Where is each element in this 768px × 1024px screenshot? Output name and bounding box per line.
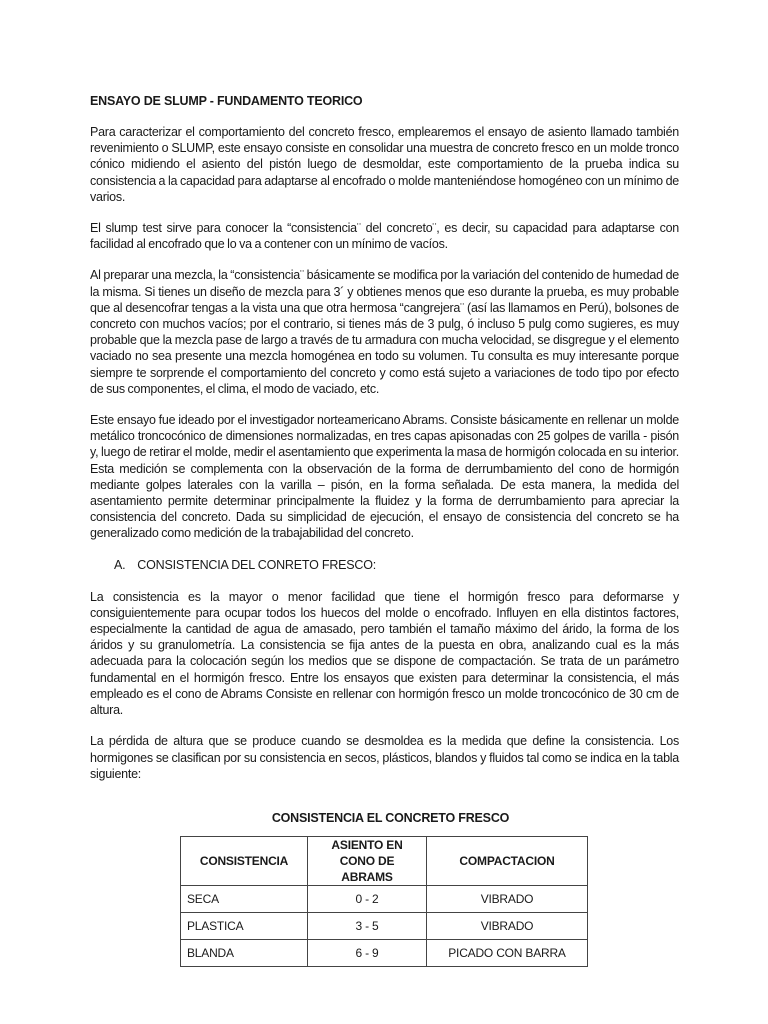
table-header-compaction: COMPACTACION <box>427 836 588 885</box>
consistency-table <box>180 836 588 967</box>
table-header-consistency: CONSISTENCIA <box>181 836 308 885</box>
table-cell-slump: 6 - 9 <box>308 939 427 966</box>
section-marker: A. <box>114 557 126 572</box>
paragraph-slump-test: El slump test sirve para conocer la “consistencia¨ del concreto¨, es decir, su capacidad para adaptarse con facilidad al encofrado que lo va a contener con un mínimo de vacíos. <box>90 221 679 252</box>
table-header-row <box>181 836 588 885</box>
paragraph-abrams: Este ensayo fue ideado por el investigador norteamericano Abrams. Consiste básicamente en rellenar un molde metálico troncocónico de dimensiones normalizadas, en tres capas apisonadas con 25 golpes de varilla - pisón y, luego de retirar el molde, medir el asentamiento que experimenta la masa de hormigón colocada en su interior. Esta medición se complementa con la observación de la forma de derrumbamiento del cono de hormigón mediante golpes laterales con la varilla – pisón, en la forma señalada. De esta manera, la medida del asentamiento permite determinar principalmente la fluidez y la forma de derrumbamiento para apreciar la consistencia del concreto. Dada su simplicidad de ejecución, el ensayo de consistencia del concreto se ha generalizado como medición de la trabajabilidad del concreto. <box>90 413 679 541</box>
section-heading-text: CONSISTENCIA DEL CONRETO FRESCO: <box>137 557 377 572</box>
table-row <box>181 912 588 939</box>
paragraph-mix-preparation: Al preparar una mezcla, la “consistencia¨ básicamente se modifica por la variación del contenido de humedad de la misma. Si tienes un diseño de mezcla para 3´ y obtienes menos que eso durante la prueba, es muy probable que al desencofrar tengas a la vista una que otra hermosa “cangrejera¨ (así las llamamos en Perú), bolsones de concreto con muchos vacíos; por el contrario, si tienes más de 3 pulg, ó incluso 5 pulg como sugieres, es muy probable que la mezcla pase de largo a través de tu armadura con mucha velocidad, se disgregue y el elemento vaciado no sea presente una mezcla homogénea en todo su volumen. Tu consulta es muy interesante porque siempre te sorprende el comportamiento del concreto y como está sujeto a variaciones de todo tipo por efecto de sus componentes, el clima, el modo de vaciado, etc. <box>90 268 679 396</box>
section-heading <box>90 557 679 573</box>
paragraph-intro: Para caracterizar el comportamiento del concreto fresco, emplearemos el ensayo de asiento llamado también revenimiento o SLUMP, este ensayo consiste en consolidar una muestra de concreto fresco en un molde tronco cónico midiendo el asiento del pistón luego de desmoldar, este comportamiento de la prueba indica su consistencia a la capacidad para adaptarse al encofrado o molde manteniéndose homogéneo con un mínimo de varios. <box>90 125 679 204</box>
paragraph-height-loss: La pérdida de altura que se produce cuando se desmoldea es la medida que define la consistencia. Los hormigones se clasifican por su consistencia en secos, plásticos, blandos y fluidos tal como se indica en la tabla siguiente: <box>90 734 679 781</box>
table-header-slump: ASIENTO EN CONO DE ABRAMS <box>308 836 427 885</box>
paragraph-consistency: La consistencia es la mayor o menor facilidad que tiene el hormigón fresco para deformarse y consiguientemente para ocupar todos los huecos del molde o encofrado. Influyen en ella distintos factores, especialmente la cantidad de agua de amasado, pero también el tamaño máximo del árido, la forma de los áridos y su granulometría. La consistencia se fija antes de la puesta en obra, analizando cual es la más adecuada para la colocación según los medios que se dispone de compactación. Se trata de un parámetro fundamental en el hormigón fresco. Entre los ensayos que existen para determinar la consistencia, el más empleado es el cono de Abrams Consiste en rellenar con hormigón fresco un molde troncocónico de 30 cm de altura. <box>90 589 679 718</box>
table-cell-consistency: BLANDA <box>181 939 308 966</box>
table-cell-compaction: PICADO CON BARRA <box>427 939 588 966</box>
table-row <box>181 939 588 966</box>
table-cell-slump: 0 - 2 <box>308 885 427 912</box>
table-cell-compaction: VIBRADO <box>427 885 588 912</box>
document-title: ENSAYO DE SLUMP - FUNDAMENTO TEORICO <box>90 94 363 108</box>
table-cell-compaction: VIBRADO <box>427 912 588 939</box>
table-row <box>181 885 588 912</box>
document-body <box>90 93 679 967</box>
table-caption: CONSISTENCIA EL CONCRETO FRESCO <box>271 810 510 825</box>
table-cell-consistency: SECA <box>181 885 308 912</box>
table-cell-consistency: PLASTICA <box>181 912 308 939</box>
table-cell-slump: 3 - 5 <box>308 912 427 939</box>
